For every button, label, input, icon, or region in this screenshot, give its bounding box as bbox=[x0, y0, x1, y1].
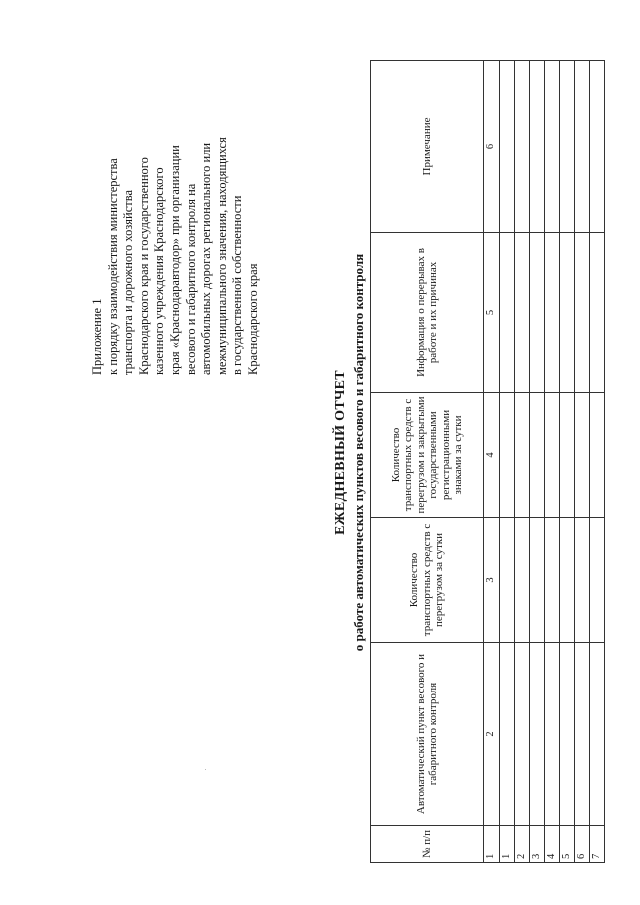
row-number: 4 bbox=[545, 826, 560, 863]
table-cell bbox=[515, 393, 530, 518]
table-header-row bbox=[371, 61, 484, 863]
table-row bbox=[515, 61, 530, 863]
table-cell bbox=[515, 643, 530, 826]
appendix-block bbox=[90, 75, 262, 375]
table-cell bbox=[500, 393, 515, 518]
column-number: 4 bbox=[484, 393, 500, 518]
table-cell bbox=[545, 233, 560, 393]
appendix-line: в государственной собственности bbox=[230, 195, 245, 375]
table-cell bbox=[575, 643, 590, 826]
table-cell bbox=[590, 393, 605, 518]
table-cell bbox=[575, 393, 590, 518]
appendix-line: Приложение 1 bbox=[90, 298, 104, 375]
row-number: 1 bbox=[500, 826, 515, 863]
row-number: 2 bbox=[515, 826, 530, 863]
table-cell bbox=[530, 233, 545, 393]
table-row bbox=[545, 61, 560, 863]
table-cell bbox=[545, 518, 560, 643]
appendix-line: транспорта и дорожного хозяйства bbox=[121, 189, 136, 375]
table-cell bbox=[560, 643, 575, 826]
table-cell bbox=[560, 61, 575, 233]
table-cell bbox=[575, 233, 590, 393]
table-cell bbox=[590, 518, 605, 643]
table-cell bbox=[530, 643, 545, 826]
table-cell bbox=[560, 233, 575, 393]
table-row bbox=[575, 61, 590, 863]
table-cell bbox=[575, 518, 590, 643]
table-column-numbers-row bbox=[484, 61, 500, 863]
table-cell bbox=[545, 393, 560, 518]
table-cell bbox=[515, 233, 530, 393]
table-cell bbox=[500, 61, 515, 233]
table-cell bbox=[500, 518, 515, 643]
table-row bbox=[500, 61, 515, 863]
row-number: 7 bbox=[590, 826, 605, 863]
appendix-line: межмуниципального значения, находящихся bbox=[214, 137, 229, 375]
table-cell bbox=[500, 233, 515, 393]
appendix-line: Краснодарского края bbox=[245, 263, 260, 375]
table-cell bbox=[575, 61, 590, 233]
report-subtitle: о работе автоматических пунктов весового и габаритного контроля bbox=[351, 253, 366, 652]
table-cell bbox=[530, 61, 545, 233]
table-cell bbox=[530, 518, 545, 643]
table-cell bbox=[590, 233, 605, 393]
table-cell bbox=[515, 518, 530, 643]
table-row bbox=[560, 61, 575, 863]
row-number: 5 bbox=[560, 826, 575, 863]
column-number: 3 bbox=[484, 518, 500, 643]
table-row bbox=[590, 61, 605, 863]
header-number: № п/п bbox=[371, 826, 484, 863]
table-cell bbox=[590, 643, 605, 826]
header-breaks-info: Информация о перерывах в работе и их причинах bbox=[371, 233, 484, 393]
report-title: ЕЖЕДНЕВНЫЙ ОТЧЕТ bbox=[333, 370, 348, 535]
appendix-line: края «Краснодаравтодор» при организации bbox=[167, 145, 182, 375]
header-checkpoint: Автоматический пункт весового и габаритного контроля bbox=[371, 643, 484, 826]
appendix-line: весового и габаритного контроля на bbox=[183, 183, 198, 375]
appendix-line: автомобильных дорогах регионального или bbox=[199, 142, 214, 375]
column-number: 5 bbox=[484, 233, 500, 393]
appendix-line: казенного учреждения Краснодарского bbox=[152, 167, 167, 375]
header-note: Примечание bbox=[371, 61, 484, 233]
table-cell bbox=[545, 61, 560, 233]
table-cell bbox=[515, 61, 530, 233]
table-cell bbox=[560, 518, 575, 643]
scan-speck bbox=[205, 769, 206, 770]
table-row bbox=[530, 61, 545, 863]
appendix-line: Краснодарского края и государственного bbox=[136, 157, 151, 375]
table-cell bbox=[545, 643, 560, 826]
column-number: 1 bbox=[484, 826, 500, 863]
table-cell bbox=[590, 61, 605, 233]
table-cell bbox=[500, 643, 515, 826]
row-number: 3 bbox=[530, 826, 545, 863]
header-overload-closed-plates-count: Количество транспортных средств с перегрузом и закрытыми государственными регистрационными знаками за сутки bbox=[371, 393, 484, 518]
header-overload-count: Количество транспортных средств с перегрузом за сутки bbox=[371, 518, 484, 643]
report-table bbox=[370, 60, 605, 863]
appendix-line: к порядку взаимодействия министерства bbox=[105, 158, 120, 375]
column-number: 6 bbox=[484, 61, 500, 233]
table-cell bbox=[530, 393, 545, 518]
table-cell bbox=[560, 393, 575, 518]
column-number: 2 bbox=[484, 643, 500, 826]
row-number: 6 bbox=[575, 826, 590, 863]
